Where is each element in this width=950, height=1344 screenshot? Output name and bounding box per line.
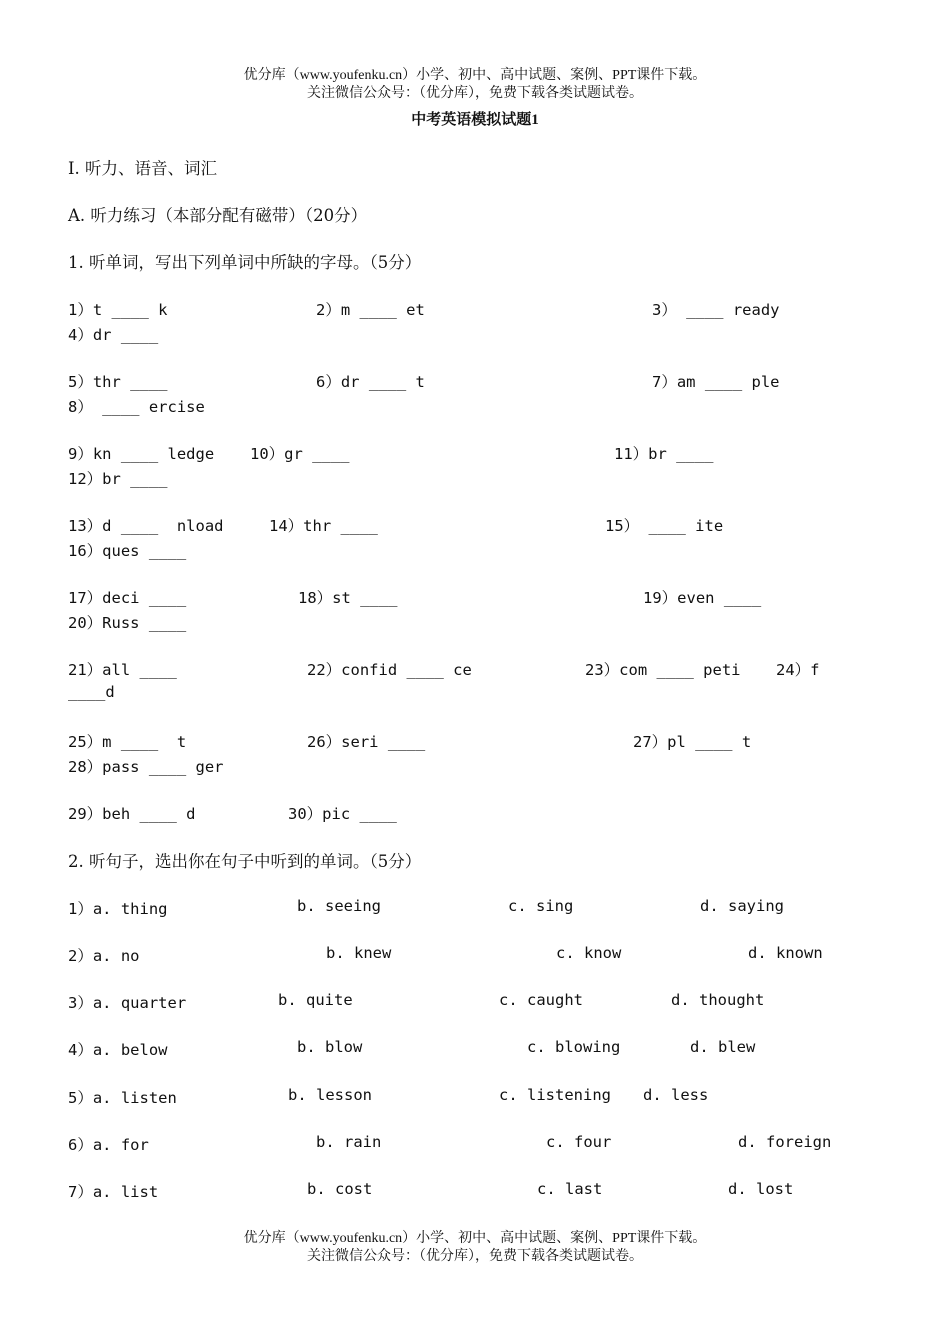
q1-item: ____d	[68, 683, 115, 701]
q1-item: 5）thr ____	[68, 373, 168, 391]
q2-option: d. lost	[728, 1180, 794, 1198]
q1-item: 1）t ____ k	[68, 301, 168, 319]
q2-option: b. quite	[278, 991, 353, 1009]
question-1-title: 1. 听单词，写出下列单词中所缺的字母。（5分）	[68, 253, 422, 272]
q2-option: 6）a. for	[68, 1136, 149, 1154]
q1-item: 29）beh ____ d	[68, 805, 196, 823]
q1-item: 16）ques ____	[68, 542, 187, 560]
q1-item: 2）m ____ et	[316, 301, 425, 319]
q2-option: 7）a. list	[68, 1183, 159, 1201]
q1-item: 10）gr ____	[250, 445, 350, 463]
q2-option: d. blew	[690, 1038, 756, 1056]
q1-item: 20）Russ ____	[68, 614, 187, 632]
q1-item: 4）dr ____	[68, 326, 159, 344]
q2-option: b. seeing	[297, 897, 381, 915]
q2-option: c. last	[537, 1180, 603, 1198]
q2-option: 1）a. thing	[68, 900, 168, 918]
q2-option: 2）a. no	[68, 947, 140, 965]
q2-option: d. foreign	[738, 1133, 832, 1151]
q2-option: c. caught	[499, 991, 583, 1009]
q2-option: c. blowing	[527, 1038, 621, 1056]
q2-option: d. known	[748, 944, 823, 962]
footer-line-2: 关注微信公众号：（优分库），免费下载各类试题试卷。	[307, 1249, 643, 1264]
q1-item: 8） ____ ercise	[68, 398, 205, 416]
question-2-title: 2. 听句子，选出你在句子中听到的单词。（5分）	[68, 852, 422, 871]
q1-item: 27）pl ____ t	[633, 733, 752, 751]
q1-item: 23）com ____ peti	[585, 661, 741, 679]
header-line-2: 关注微信公众号：（优分库），免费下载各类试题试卷。	[307, 86, 643, 101]
q2-option: b. rain	[316, 1133, 382, 1151]
footer-line-1: 优分库（www.youfenku.cn）小学、初中、高中试题、案例、PPT课件下载。	[243, 1231, 707, 1246]
q2-option: b. cost	[307, 1180, 373, 1198]
q1-item: 22）confid ____ ce	[307, 661, 472, 679]
q2-option: d. thought	[671, 991, 765, 1009]
q1-item: 13）d ____ nload	[68, 517, 224, 535]
q1-item: 19）even ____	[643, 589, 762, 607]
q1-item: 17）deci ____	[68, 589, 187, 607]
q1-item: 21）all ____	[68, 661, 177, 679]
q1-item: 30）pic ____	[288, 805, 397, 823]
q1-item: 26）seri ____	[307, 733, 426, 751]
q2-option: 3）a. quarter	[68, 994, 187, 1012]
header-line-1: 优分库（www.youfenku.cn）小学、初中、高中试题、案例、PPT课件下载。	[243, 68, 707, 83]
q1-item: 12）br ____	[68, 470, 168, 488]
q1-item: 25）m ____ t	[68, 733, 187, 751]
page-title: 中考英语模拟试题1	[411, 112, 539, 128]
q1-item: 3） ____ ready	[652, 301, 780, 319]
section-a-heading: A. 听力练习（本部分配有磁带）（20分）	[68, 206, 368, 225]
q1-item: 15） ____ ite	[605, 517, 724, 535]
q2-option: b. lesson	[288, 1086, 372, 1104]
q1-item: 6）dr ____ t	[316, 373, 425, 391]
q1-item: 18）st ____	[298, 589, 398, 607]
q2-option: c. know	[556, 944, 622, 962]
q1-item: 7）am ____ ple	[652, 373, 780, 391]
q1-item: 28）pass ____ ger	[68, 758, 224, 776]
q2-option: d. saying	[700, 897, 784, 915]
q2-option: b. blow	[297, 1038, 363, 1056]
part-heading: I. 听力、语音、词汇	[68, 159, 218, 178]
q2-option: b. knew	[326, 944, 392, 962]
q1-item: 11）br ____	[614, 445, 714, 463]
q1-item: 24）f	[776, 661, 820, 679]
q2-option: 5）a. listen	[68, 1089, 177, 1107]
q2-option: d. less	[643, 1086, 709, 1104]
q1-item: 14）thr ____	[269, 517, 378, 535]
q2-option: c. four	[546, 1133, 612, 1151]
q2-option: 4）a. below	[68, 1041, 168, 1059]
q2-option: c. listening	[499, 1086, 611, 1104]
q1-item: 9）kn ____ ledge	[68, 445, 215, 463]
q2-option: c. sing	[508, 897, 574, 915]
